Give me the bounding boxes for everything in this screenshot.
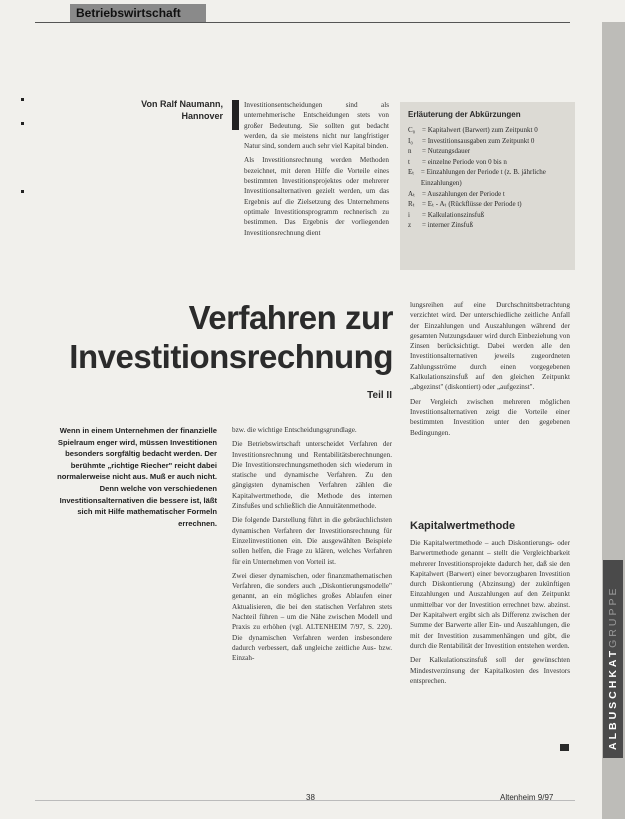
paragraph: Zwei dieser dynamischen, oder finanzmathematischen Verfahren, die sonders auch „Diskontierungsmodelle" genannt, an ein mögliches großes Ablaufen einer Aktualisieren, die bei den statischen Verfahren stets Nachteil führen – um die Nähe zwischen Modell und Praxis zu erhöhen (vgl. ALTENHEIM 7/97, S. 220). Die dynamischen Verfahren werden insbesondere dadurch verbessert, daß ungleiche zeitliche Aus- bzw. Einzah- <box>232 571 392 663</box>
paragraph: Investitionsentscheidungen sind als unternehmerische Entscheidungen stets von großer Bedeutung. Sie sollten gut bedacht werden, da sie meistens nicht nur langfristiger Natur sind, sondern auch sehr viel Kapital binden. <box>244 101 389 151</box>
intro-teaser: Wenn in einem Unternehmen der finanzielle Spielraum enger wird, müssen Investitionen besonders sorgfältig bedacht werden. Der berühmte „richtige Riecher" reicht dabei normalerweise nicht aus. Muß er auch nicht. Denn welche von verschiedenen Investitionsalternativen die bessere ist, läßt sich mit Hilfe mathematischer Formeln errechnen. <box>57 426 217 528</box>
header-rule <box>35 22 570 23</box>
margin-mark <box>21 190 24 193</box>
article-part: Teil II <box>367 390 392 401</box>
paragraph: Der Kalkulationszinsfuß soll der gewünschten Mindestverzinsung der Kapitalkosten des Investors entsprechen. <box>410 656 570 685</box>
abbreviation-row: I₀ = Investitionsausgaben zum Zeitpunkt 0 <box>408 136 535 145</box>
top-text-column <box>244 100 389 275</box>
right-text-column-bottom <box>410 538 570 756</box>
article-title <box>58 298 393 376</box>
paragraph: Die folgende Darstellung führt in die gebräuchlichsten dynamischen Verfahren der Investitionsrechnung für Einzelinvestitionen ein. Die ausgewählten Beispiele sollen helfen, die Frage zu klären, welches Verfahren für ein Unternehmen von Vorteil ist. <box>232 516 392 566</box>
drop-cap-bar <box>232 100 239 130</box>
margin-mark <box>21 98 24 101</box>
paragraph: Die Betriebswirtschaft unterscheidet Verfahren der Investitionsrechnung und Rentabilitätsberechnungen. Die Investitionsrechnungsmethoden sich wiederum in statische und dynamische Verfahren. Zu den gängigsten dynamischen Verfahren zählen die Kapitalwertmethode, die Methode des internen Zinsfußes und schließlich die Annuitätenmethode. <box>232 440 392 511</box>
section-header: Betriebswirtschaft <box>70 4 206 22</box>
section-subheading: Kapitalwertmethode <box>410 520 516 532</box>
abbreviations-box <box>400 102 575 270</box>
abbreviation-row: z = interner Zinsfuß <box>408 221 473 230</box>
abbreviation-row: C₀ = Kapitalwert (Barwert) zum Zeitpunkt 0 <box>408 126 538 134</box>
paragraph: Die Kapitalwertmethode – auch Diskontierungs- oder Barwertmethode genannt – stellt die Vergleichbarkeit mehrerer Investitionsprojekte dadurch her, daß sie den Kapitalwert (Barwert) einer bevorzugbaren Investition durch Diskontierung (Abzinsung) der zukünftigen Einzahlungen und Auszahlungen auf den Zeitpunkt unmittelbar vor der Investition errechnet bzw. abzinst. Der Kapitalwert ergibt sich als Differenz zwischen der Summe der Barwerte aller Ein- und Auszahlungen, die mit der Investition zusammenhängen und gibt, die durch die Rentabilität der Investition entstehen werden. <box>410 539 570 650</box>
abbreviation-row: t = einzelne Periode von 0 bis n <box>408 157 507 166</box>
paragraph: Der Vergleich zwischen mehreren möglichen Investitionsalternativen zeigt die Vorteile einer bestimmten Investition unter den gegebenen Bedingungen. <box>410 397 570 437</box>
article-title-line: Investitionsrechnung <box>69 338 393 375</box>
abbreviation-row: Eₜ = Einzahlungen der Periode t (z. B. jährliche Einzahlungen) <box>408 168 546 187</box>
page-number: 38 <box>306 793 315 802</box>
article-title-line: Verfahren zur <box>188 299 393 336</box>
paragraph: Als Investitionsrechnung werden Methoden bezeichnet, mit deren Hilfe die Vorteile eines bestimmten Investitionsprojektes oder mehrerer Investitionsalternativen gezielt werden, um das Ergebnis auf die Zielsetzung des Unternehmens optimale Investitionsprogramm rechnerisch zu bestimmen. Das Ergebnis der vorliegenden Investitionsrechnung dient <box>244 156 389 237</box>
end-mark-icon <box>560 744 569 751</box>
middle-text-column <box>232 425 392 787</box>
issue-label: Altenheim 9/97 <box>500 793 554 802</box>
author-byline <box>98 98 223 122</box>
author-name: Von Ralf Naumann, <box>141 99 223 109</box>
margin-mark <box>21 122 24 125</box>
side-brand-text: ALBUSCHKATGRUPPE <box>607 585 619 750</box>
paragraph: lungsreihen auf eine Durchschnittsbetrachtung verzichtet wird. Der unterschiedliche zeitliche Anfall der Einzahlungen und Auszahlungen während der gesamten Nutzungsdauer wird durch Einbeziehung von Zinsen berücksichtigt. Dabei werden alle den Investitionsalternativen jeweils zugeordneten Zahlungsströme durch einen vorgegebenen Kalkulationszinsfuß auf den gleichen Zeitpunkt „abgezinst" (diskontiert) oder „aufgezinst". <box>410 301 570 392</box>
author-city: Hannover <box>181 111 223 121</box>
abbreviation-row: n = Nutzungsdauer <box>408 147 471 156</box>
abbreviation-row: Rₜ = Eₜ - Aₜ (Rückflüsse der Periode t) <box>408 200 522 209</box>
footer-rule <box>35 800 575 801</box>
abbreviation-row: Aₜ = Auszahlungen der Periode t <box>408 189 505 198</box>
right-text-column-top <box>410 300 570 515</box>
abbreviation-row: i = Kalkulationszinsfuß <box>408 210 485 219</box>
abbreviations-title: Erläuterung der Abkürzungen <box>408 110 521 119</box>
paragraph: bzw. die wichtige Entscheidungsgrundlage. <box>232 426 357 434</box>
